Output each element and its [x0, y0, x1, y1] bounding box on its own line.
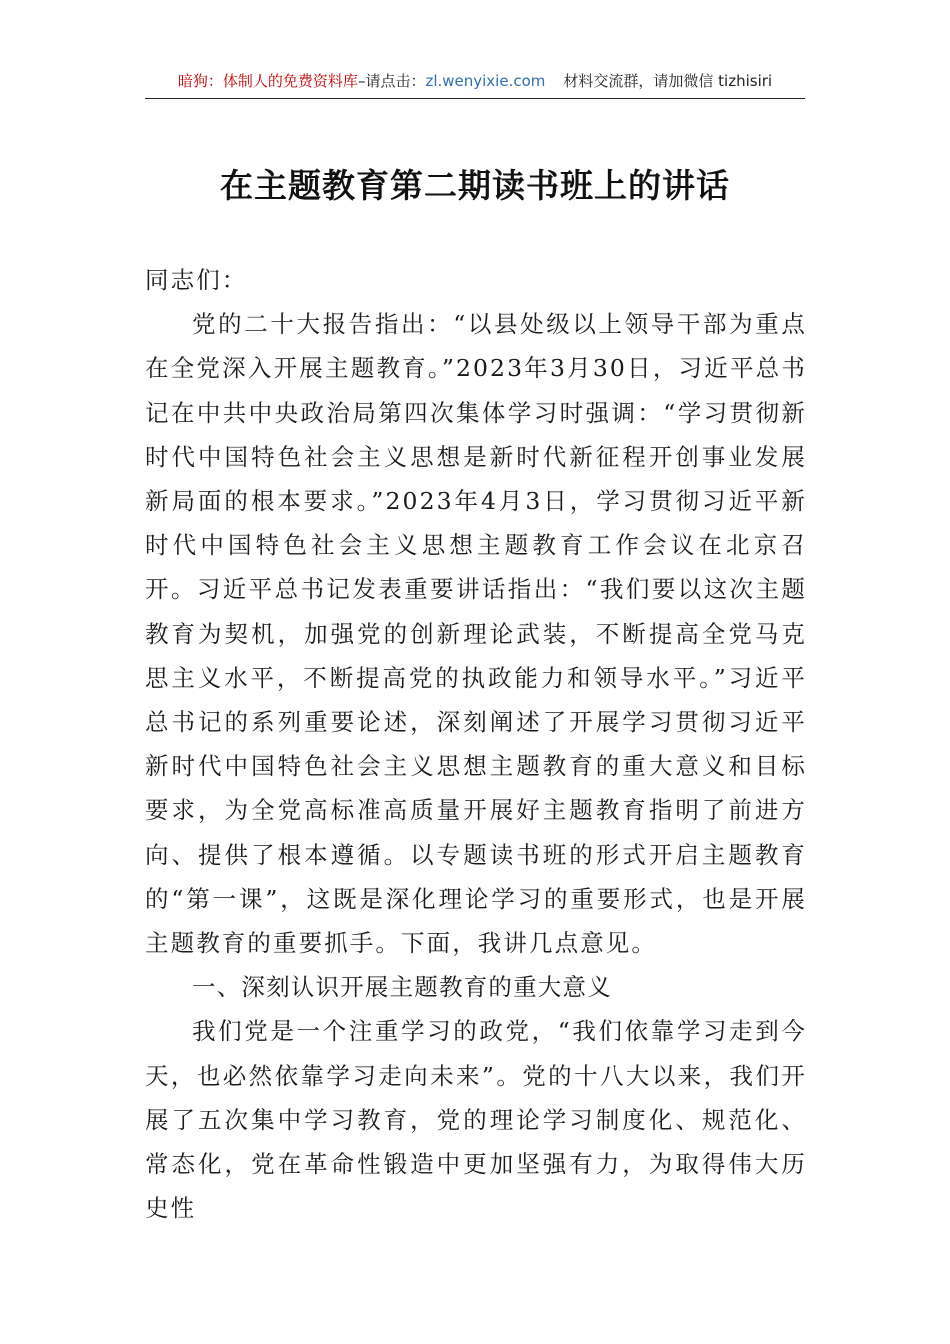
header-note: 材料交流群，请加微信 tizhisiri [563, 72, 773, 90]
document-title: 在主题教育第二期读书班上的讲话 [220, 166, 730, 205]
document-body [145, 258, 807, 1230]
body-paragraph: 党的二十大报告指出：“以县处级以上领导干部为重点在全党深入开展主题教育。”2023年3月30日，习近平总书记在中共中央政治局第四次集体学习时强调：“学习贯彻新时代中国特色社会主义思想是新时代新征程开创事业发展新局面的根本要求。”2023年4月3日，学习贯彻习近平新时代中国特色社会主义思想主题教育工作会议在北京召开。习近平总书记发表重要讲话指出：“我们要以这次主题教育为契机，加强党的创新理论武装，不断提高全党马克思主义水平，不断提高党的执政能力和领导水平。”习近平总书记的系列重要论述，深刻阐述了开展学习贯彻习近平新时代中国特色社会主义思想主题教育的重大意义和目标要求，为全党高标准高质量开展好主题教育指明了前进方向、提供了根本遵循。以专题读书班的形式开启主题教育的“第一课”，这既是深化理论学习的重要形式，也是开展主题教育的重要抓手。下面，我讲几点意见。 [145, 310, 807, 958]
salutation: 同志们： [145, 266, 248, 294]
section-paragraph: 我们党是一个注重学习的政党，“我们依靠学习走到今天，也必然依靠学习走向未来”。党的十八大以来，我们开展了五次集中学习教育，党的理论学习制度化、规范化、常态化，党在革命性锻造中更加坚强有力，为取得伟大历史性 [145, 1017, 807, 1223]
header-brand: 暗狗：体制人的免费资料库 [177, 72, 358, 90]
header-link[interactable]: zl.wenyixie.com [425, 72, 546, 90]
section-heading: 一、深刻认识开展主题教育的重大意义 [192, 973, 612, 1002]
page-header [145, 64, 805, 99]
header-prompt: –请点击： [357, 72, 426, 90]
